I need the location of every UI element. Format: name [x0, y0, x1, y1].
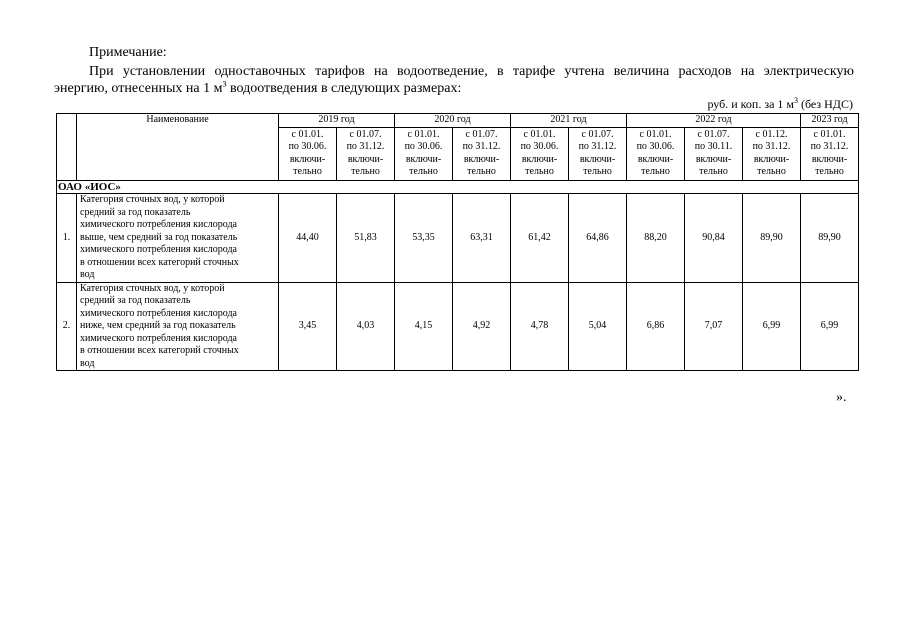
tariff-value-cell: 64,86: [569, 194, 627, 283]
table-row: [57, 194, 859, 283]
tariff-value-cell: 6,99: [801, 282, 859, 371]
category-name: Категория сточных вод, у которой средний за год показатель химического потребления кислорода ниже, чем средний за год показатель химического потребления кислорода в отношении всех категорий сточных вод: [77, 282, 279, 371]
org-row: [57, 180, 859, 194]
period-header-cell: с 01.12. по 31.12. включи- тельно: [743, 127, 801, 180]
period-header-cell: с 01.01. по 30.06. включи- тельно: [395, 127, 453, 180]
tariff-value-cell: 44,40: [279, 194, 337, 283]
tariff-value-cell: 3,45: [279, 282, 337, 371]
tariff-value-cell: 4,78: [511, 282, 569, 371]
tariff-value-cell: 7,07: [685, 282, 743, 371]
units-label: руб. и коп. за 1 $м^3$ (без НДС): [707, 96, 853, 111]
period-header-cell: с 01.07. по 30.11. включи- тельно: [685, 127, 743, 180]
year-header-row: [57, 114, 859, 128]
note-title: Примечание:: [89, 45, 167, 60]
row-number: 1.: [57, 194, 77, 283]
row-number: 2.: [57, 282, 77, 371]
tariff-value-cell: 89,90: [743, 194, 801, 283]
note-line-1: При установлении одноставочных тарифов на водоотведение, в тарифе учтена величина расходов на электрическую: [89, 64, 854, 79]
tariff-value-cell: 63,31: [453, 194, 511, 283]
year-2019-header: 2019 год: [279, 114, 395, 128]
num-header-cell: [57, 114, 77, 181]
year-2023-header: 2023 год: [801, 114, 859, 128]
name-header-cell: Наименование: [77, 114, 279, 181]
tariff-value-cell: 88,20: [627, 194, 685, 283]
tariff-value-cell: 6,99: [743, 282, 801, 371]
tariff-value-cell: 4,15: [395, 282, 453, 371]
year-2021-header: 2021 год: [511, 114, 627, 128]
period-header-cell: с 01.01. по 30.06. включи- тельно: [511, 127, 569, 180]
note-paragraph: [54, 63, 854, 97]
tariff-value-cell: 4,03: [337, 282, 395, 371]
closing-quote: ».: [836, 390, 847, 405]
year-2022-header: 2022 год: [627, 114, 801, 128]
tariff-value-cell: 53,35: [395, 194, 453, 283]
period-header-cell: с 01.07. по 31.12. включи- тельно: [569, 127, 627, 180]
tariff-value-cell: 90,84: [685, 194, 743, 283]
tariff-value-cell: 51,83: [337, 194, 395, 283]
category-name: Категория сточных вод, у которой средний за год показатель химического потребления кислорода выше, чем средний за год показатель химического потребления кислорода в отношении всех категорий сточных вод: [77, 194, 279, 283]
table-row: [57, 282, 859, 371]
tariff-value-cell: 6,86: [627, 282, 685, 371]
period-header-cell: с 01.07. по 31.12. включи- тельно: [337, 127, 395, 180]
tariff-table: [56, 113, 859, 371]
tariff-value-cell: 61,42: [511, 194, 569, 283]
tariff-value-cell: 4,92: [453, 282, 511, 371]
tariff-value-cell: 89,90: [801, 194, 859, 283]
period-header-cell: с 01.07. по 31.12. включи- тельно: [453, 127, 511, 180]
period-header-cell: с 01.01. по 30.06. включи- тельно: [279, 127, 337, 180]
org-name: ОАО «ИОС»: [57, 180, 859, 194]
tariff-value-cell: 5,04: [569, 282, 627, 371]
period-header-cell: с 01.01. по 31.12. включи- тельно: [801, 127, 859, 180]
year-2020-header: 2020 год: [395, 114, 511, 128]
period-header-cell: с 01.01. по 30.06. включи- тельно: [627, 127, 685, 180]
note-line-2: энергию, отнесенных на 1 $м^3$ водоотведения в следующих размерах:: [54, 79, 462, 96]
